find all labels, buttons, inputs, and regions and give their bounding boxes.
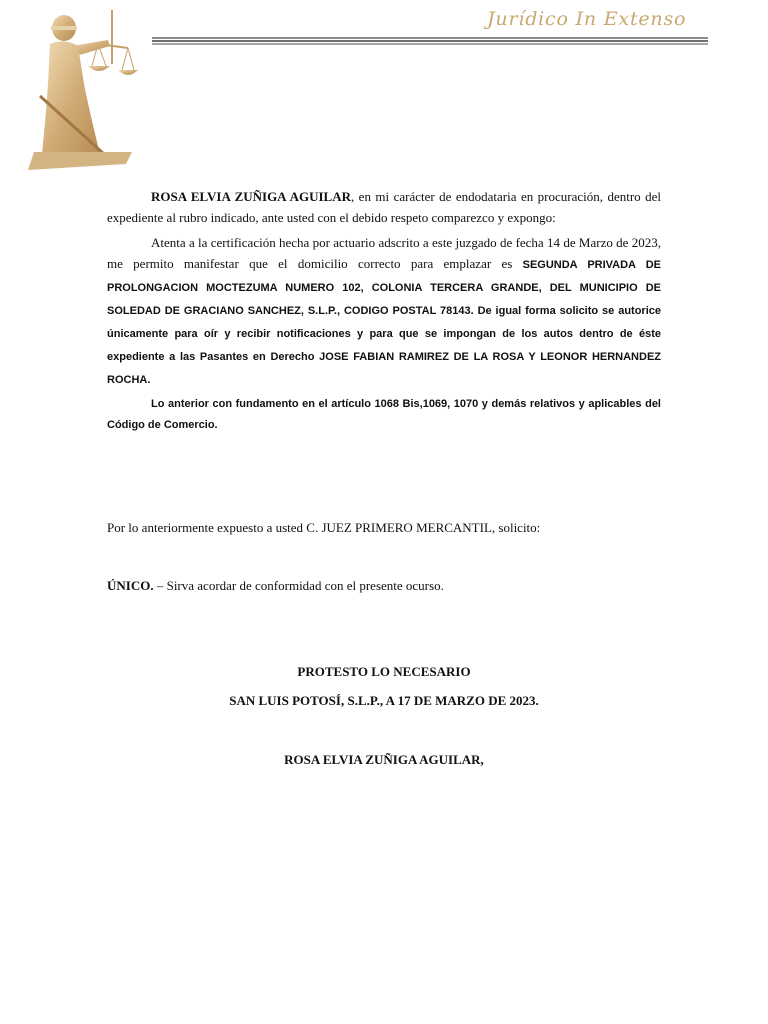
intro-paragraph	[107, 186, 661, 228]
request-line: Por lo anteriormente expuesto a usted C. JUEZ PRIMERO MERCANTIL, solicito:	[107, 520, 541, 535]
certification-text: Atenta a la certificación hecha por actuario adscrito a este juzgado de fecha 14 de Marzo de 2023, me permito manifestar que el domicilio correcto para emplazar es	[107, 235, 661, 271]
promovente-name: ROSA ELVIA ZUÑIGA AGUILAR	[151, 189, 351, 204]
intro-text: , en mi carácter de endodataria en procuración, dentro del expediente al rubro indicado, ante usted con el debido respeto comparezco y expongo:	[107, 189, 661, 225]
address-text: SEGUNDA PRIVADA DE PROLONGACION MOCTEZUMA NUMERO 102, COLONIA TERCERA GRANDE, DEL MUNICIPIO DE SOLEDAD DE GRACIANO SANCHEZ, S.L.P., CODIGO POSTAL 78143.	[107, 259, 661, 317]
unico-line	[107, 576, 661, 596]
lady-justice-logo	[28, 4, 138, 172]
protesto-line: PROTESTO LO NECESARIO	[297, 664, 471, 679]
header-rule	[152, 37, 708, 49]
document-body	[107, 186, 661, 436]
unico-text: – Sirva acordar de conformidad con el presente ocurso.	[153, 578, 444, 593]
unico-label: ÚNICO.	[107, 578, 154, 593]
brand-title: Jurídico In Extenso	[487, 8, 687, 30]
place-date-line: SAN LUIS POTOSÍ, S.L.P., A 17 DE MARZO DE 2023.	[229, 693, 539, 708]
legal-basis-paragraph	[107, 394, 661, 436]
signature-name: ROSA ELVIA ZUÑIGA AGUILAR,	[284, 752, 484, 767]
domicile-paragraph	[107, 232, 661, 391]
legal-basis-text: Lo anterior con fundamento en el artículo 1068 Bis,1069, 1070 y demás relativos y aplicables del Código de Comercio.	[107, 398, 661, 431]
authorization-text: De igual forma solicito se autorice únicamente para oír y recibir notificaciones y para que se impongan de los autos dentro de éste expediente a las Pasantes en Derecho	[107, 305, 661, 363]
pasantes-names: JOSE FABIAN RAMIREZ DE LA ROSA Y LEONOR HERNANDEZ ROCHA.	[107, 351, 661, 386]
